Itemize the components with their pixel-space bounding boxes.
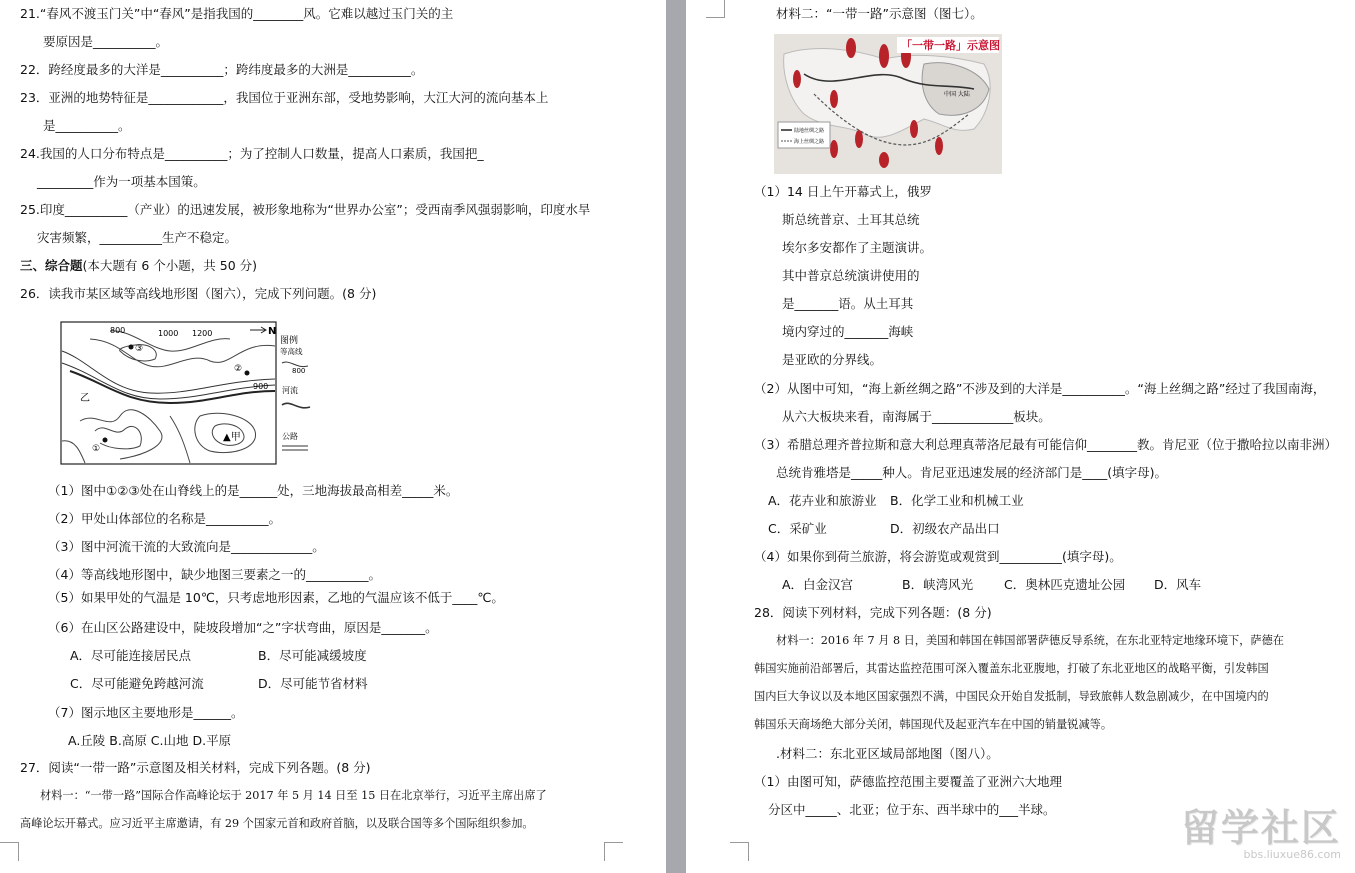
option-27-4-c: C．奥林匹克遗址公园 — [1004, 577, 1126, 592]
contour-map-figure — [60, 321, 312, 467]
question-26-5: （5）如果甲处的气温是 10℃，只考虑地形因素，乙地的气温应该不低于____℃。 — [48, 590, 504, 605]
section-3-heading — [20, 258, 257, 274]
option-27-3-a: A．花卉业和旅游业 — [768, 493, 877, 508]
point-yi-label: 乙 — [80, 393, 90, 404]
map-china-label: 中国 大陆 — [944, 91, 970, 98]
watermark-logo-text: 留学社区 — [1180, 806, 1341, 850]
question-26-3: （3）图中河流干流的大致流向是_____________。 — [48, 539, 325, 554]
option-27-3-d: D．初级农产品出口 — [890, 521, 1000, 536]
page-gutter — [666, 0, 686, 873]
contour-label-900: 900 — [253, 382, 269, 391]
legend-contour-label: 等高线 — [280, 347, 303, 356]
option-27-4-a: A．白金汉宫 — [782, 577, 854, 592]
option-27-4-d: D．风车 — [1154, 577, 1202, 592]
contour-label-1200: 1200 — [192, 329, 213, 338]
question-21-line1: 21.“春风不渡玉门关”中“春风”是指我国的________风。它难以越过玉门关的主 — [20, 6, 454, 21]
watermark-url: bbs.liuxue86.com — [1243, 848, 1341, 861]
point-2-label: ② — [234, 364, 243, 374]
question-28-1-line1: （1）由图可知，萨德监控范围主要覆盖了亚洲六大地理 — [754, 774, 1062, 789]
point-jia-label: ▲甲 — [223, 432, 241, 443]
legend-800-label: 800 — [292, 367, 306, 375]
question-27: 27．阅读“一带一路”示意图及相关材料，完成下列各题。(8 分) — [20, 760, 371, 775]
option-27-4-b: B．峡湾风光 — [902, 577, 974, 592]
material-1-line1: 材料一：“一带一路”国际合作高峰论坛于 2017 年 5 月 14 日至 15 日在北京举行，习近平主席出席了 — [40, 789, 547, 802]
legend-river-label: 河流 — [282, 386, 298, 395]
crop-mark-bottom-left — [0, 842, 19, 861]
legend-road-label: 公路 — [282, 432, 298, 441]
crop-mark-bottom-right — [604, 842, 623, 861]
question-27-1-line3: 埃尔多安都作了主题演讲。 — [782, 240, 933, 255]
question-26-2: （2）甲处山体部位的名称是__________。 — [48, 511, 281, 526]
point-1-label: ① — [92, 444, 101, 454]
question-27-2-line1: （2）从图中可知，“海上新丝绸之路”不涉及到的大洋是__________。“海上丝绸之路”经过了我国南海， — [754, 381, 1326, 396]
question-26-7: （7）图示地区主要地形是______。 — [48, 705, 244, 720]
material-1-line2: 高峰论坛开幕式。应习近平主席邀请，有 29 个国家元首和政府首脑，以及联合国等多个国际组织参加。 — [20, 817, 534, 830]
north-arrow-label: N — [268, 326, 277, 337]
question-26-6: （6）在山区公路建设中，陡坡段增加“之”字状弯曲，原因是_______。 — [48, 620, 438, 635]
question-27-1-line1: （1）14 日上午开幕式上，俄罗 — [754, 184, 932, 199]
material-28-line1: 材料一：2016 年 7 月 8 日，美国和韩国在韩国部署萨德反导系统，在东北亚特定地缘环境下，萨德在 — [776, 634, 1284, 647]
question-22: 22．跨经度最多的大洋是__________；跨纬度最多的大洲是__________。 — [20, 62, 424, 77]
question-23-line1: 23．亚洲的地势特征是____________，我国位于亚洲东部，受地势影响，大江大河的流向基本上 — [20, 90, 549, 105]
question-21-line2: 要原因是__________。 — [43, 34, 169, 49]
question-27-2-line2: 从六大板块来看，南海属于_____________板块。 — [782, 409, 1051, 424]
question-26-1: （1）图中①②③处在山脊线上的是______处，三地海拔最高相差_____米。 — [48, 483, 459, 498]
material-28-2-caption: .材料二：东北亚区域局部地图（图八）。 — [776, 746, 999, 761]
crop-mark-top-left — [706, 0, 725, 18]
material-2-caption: 材料二：“一带一路”示意图（图七）。 — [776, 6, 983, 21]
question-27-1-line6: 境内穿过的_______海峡 — [782, 324, 914, 339]
map-title: 「一带一路」示意图 — [901, 39, 1000, 52]
crop-mark-bottom-left-right-page — [730, 842, 749, 861]
question-27-1-line2: 斯总统普京、土耳其总统 — [782, 212, 920, 227]
question-24-line1: 24.我国的人口分布特点是__________；为了控制人口数量，提高人口素质，我国把_ — [20, 146, 484, 161]
question-24-line2: _________作为一项基本国策。 — [37, 174, 206, 189]
map-legend-sea: 海上丝绸之路 — [794, 139, 825, 145]
question-27-3-line2: 总统肯雅塔是_____种人。肯尼亚迅速发展的经济部门是____(填字母)。 — [776, 465, 1168, 480]
question-27-4: （4）如果你到荷兰旅游，将会游览或观赏到__________(填字母)。 — [754, 549, 1122, 564]
contour-label-800: 800 — [110, 326, 126, 335]
document-page-left — [0, 0, 666, 873]
question-27-1-line5: 是_______语。从土耳其 — [782, 296, 914, 311]
question-25-line1: 25.印度__________（产业）的迅速发展，被形象地称为“世界办公室”；受西南季风强弱影响，印度水旱 — [20, 202, 591, 217]
contour-label-1000: 1000 — [158, 329, 179, 338]
document-page-right — [686, 0, 1355, 873]
option-27-3-c: C．采矿业 — [768, 521, 827, 536]
question-23-line2: 是__________。 — [43, 118, 131, 133]
option-26-6-b: B．尽可能减缓坡度 — [258, 648, 367, 663]
question-28-1-line2: 分区中_____、北亚；位于东、西半球中的___半球。 — [768, 802, 1056, 817]
material-28-line3: 国内巨大争议以及本地区国家强烈不满，中国民众开始自发抵制，导致旅韩人数急剧减少，在中国境内的 — [754, 690, 1269, 703]
section-3-title: 三、综合题 — [20, 258, 83, 273]
question-26: 26．读我市某区域等高线地形图（图六），完成下列问题。(8 分) — [20, 286, 377, 301]
question-27-3-line1: （3）希腊总理齐普拉斯和意大利总理真蒂洛尼最有可能信仰________教。肯尼亚（位于撒哈拉以南非洲） — [754, 437, 1337, 452]
section-3-note: (本大题有 6 个小题，共 50 分) — [82, 258, 258, 273]
point-3-label: ③ — [135, 344, 144, 354]
option-26-6-a: A．尽可能连接居民点 — [70, 648, 192, 663]
legend-title: 图例 — [280, 336, 299, 346]
belt-road-map-figure — [774, 34, 1002, 174]
question-27-1-line7: 是亚欧的分界线。 — [782, 352, 883, 367]
question-28: 28．阅读下列材料，完成下列各题：(8 分) — [754, 605, 992, 620]
material-28-line2: 韩国实施前沿部署后，其雷达监控范围可深入覆盖东北亚腹地，打破了东北亚地区的战略平衡，引发韩国 — [754, 662, 1269, 675]
question-26-7-options: A.丘陵 B.高原 C.山地 D.平原 — [68, 733, 232, 748]
question-26-4: （4）等高线地形图中，缺少地图三要素之一的__________。 — [48, 567, 381, 582]
question-25-line2: 灾害频繁，__________生产不稳定。 — [37, 230, 238, 245]
question-27-1-line4: 其中普京总统演讲使用的 — [782, 268, 920, 283]
option-26-6-d: D．尽可能节省材料 — [258, 676, 368, 691]
map-legend-land: 陆地丝绸之路 — [794, 128, 825, 134]
material-28-line4: 韩国乐天商场绝大部分关闭，韩国现代及起亚汽车在中国的销量锐减等。 — [754, 718, 1113, 731]
option-26-6-c: C．尽可能避免跨越河流 — [70, 676, 204, 691]
option-27-3-b: B．化学工业和机械工业 — [890, 493, 1024, 508]
watermark — [1181, 797, 1341, 861]
